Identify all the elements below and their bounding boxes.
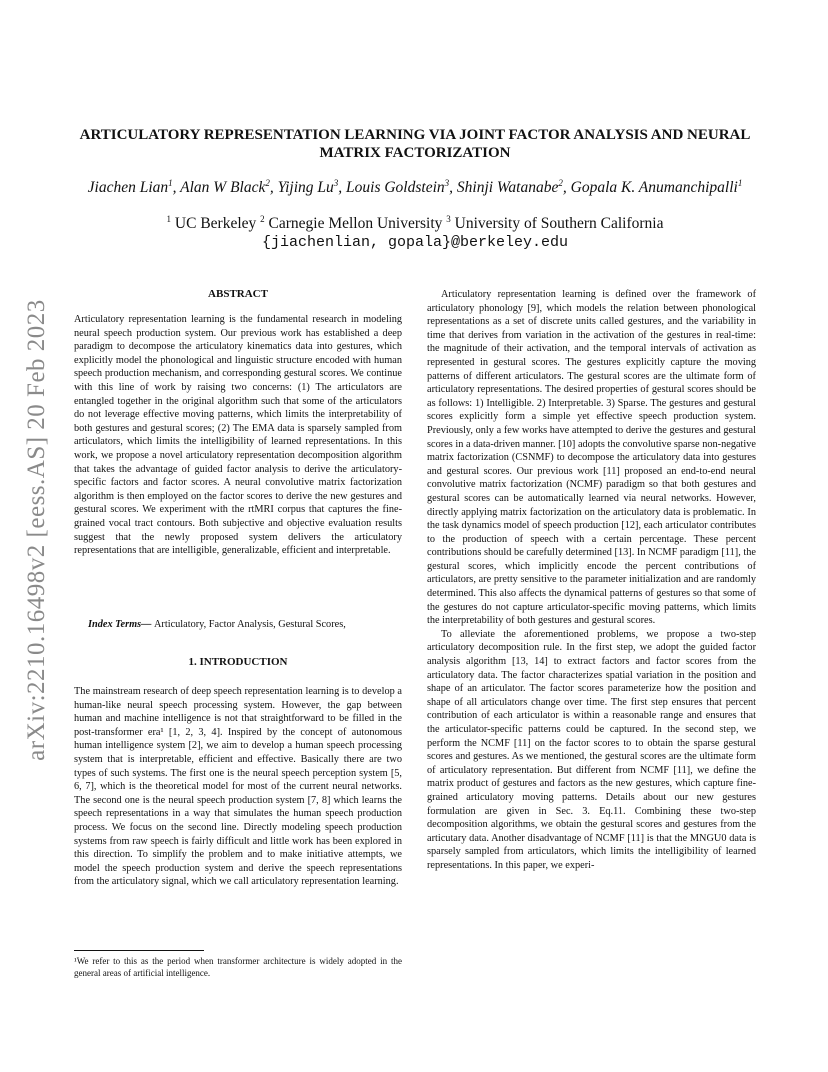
affiliation-name: University of Southern California <box>454 215 664 232</box>
affiliation-marker: 3 <box>444 177 450 188</box>
section-heading-introduction: 1. INTRODUCTION <box>188 656 288 668</box>
arxiv-identifier: arXiv:2210.16498v2 [eess.AS] 20 Feb 2023 <box>23 299 50 761</box>
abstract-text <box>74 313 402 558</box>
author-name: Gopala K. Anumanchipalli <box>570 179 738 196</box>
affiliation-name: Carnegie Mellon University <box>268 215 443 232</box>
affiliation-list <box>70 215 760 233</box>
index-terms-label: Index Terms— <box>88 619 152 630</box>
author-list: Jiachen Lian$^1$, Alan W Black$^2$, Yijing Lu$^3$, Louis Goldstein$^3$, Shinji Watanabe$^2$, Gopala K. Anumanchipalli$^1$ <box>87 177 743 196</box>
body-paragraph: Articulatory representation learning is defined over the framework of articulatory phonology [9], which models the relation between phonological representations as a set of discrete units called gestures, and the variability in time that derives from variation in the activation of the gestures in real-time: the magnitude of their activation, and the temporal intervals of activation as represented in gestural scores. The gestures explicitly capture the moving patterns of different articulators. The gestural scores are the ultimate form of articulatory representations. The desired properties of gestural scores should be as follows: 1) Intelligible. 2) Interpretable. 3) Sparse. The gestures and gestural scores explicitly form a simple yet effective speech production system. Previously, only a few works have attempted to derive the gestures and gestural scores in a data-driven manner. [10] adopts the convolutive sparse non-negative matrix factorization (CSNMF) to decompose the articulatory data into gestures and gestural scores. Our previous work [11] proposed an end-to-end neural convolutive matrix factorization (NCMF) paradigm so that both gestures and gestural scores can be automatically learned via neural networks. However, directly applying matrix factorization on the articulatory data is problematic. In the task dynamics model of speech production [12], each articulator contributes to the production of speech with a certain percentage. These percent contributions should be carefully determined [13]. In NCMF paradigm [11], the gestural scores, which implicitly encode the percent contributions of articulators, are pretty sensitive to the parameter initialization and are randomly determined. This also affects the dynamical patterns of gestures so that some of the gestures do not capture articulator-specific moving patterns, which limits the interpretability of both gestures and gestural scores. <box>427 289 756 627</box>
affiliation-marker: 3 <box>333 177 339 188</box>
affiliation-name: UC Berkeley <box>174 215 257 232</box>
footnote-divider <box>74 950 204 951</box>
index-terms-list: Articulatory, Factor Analysis, Gestural Scores, <box>154 619 346 630</box>
affiliation-marker: 1 <box>737 177 743 188</box>
author-name: Louis Goldstein <box>346 179 445 196</box>
contact-email: {jiachenlian, gopala}@berkeley.edu <box>261 234 569 251</box>
affiliation-number: 2 <box>260 213 265 224</box>
affiliation-marker: 2 <box>558 177 563 188</box>
affiliation-marker: 2 <box>265 177 270 188</box>
abstract-heading: ABSTRACT <box>208 288 268 300</box>
affiliation-number: 3 <box>446 213 451 224</box>
abstract-paragraph: Articulatory representation learning is the fundamental research in modeling neural speech production system. Our previous work has established a deep paradigm to decompose the articulatory kinematics data into gestures, which explicitly model the phonological and linguistic structure encoded with human speech production mechanism, and corresponding gestural scores. We continue with this line of work by raising two concerns: (1) The articulators are entangled together in the original algorithm such that some of the articulators do not leverage effective moving patterns, which limits the interpretability of both gestures and gestural scores; (2) The EMA data is sparsely sampled from articulators, which limits the intelligibility of learned representations. In this work, we propose a novel articulatory representation decomposition algorithm that takes the advantage of guided factor analysis to derive the articulatory-specific factors and factor scores. A neural convolutive matrix factorization algorithm is then employed on the factor scores to derive the new gestures and gestural scores. We experiment with the rtMRI corpus that captures the fine-grained vocal tract contours. Both subjective and objective evaluation results suggest that the newly proposed system delivers the articulatory representations that are intelligible, generalizable, efficient and interpretable. <box>74 314 402 557</box>
affiliation-number: 1 <box>166 213 172 224</box>
paper-title: ARTICULATORY REPRESENTATION LEARNING VIA JOINT FACTOR ANALYSIS AND NEURAL MATRIX FACTORIZATION <box>79 127 751 161</box>
author-name: Jiachen Lian <box>87 179 169 196</box>
body-paragraph: To alleviate the aforementioned problems, we propose a two-step articulatory decomposition rule. In the first step, we adopt the guided factor analysis algorithm [13, 14] to extract factors and factor scores from the articulatory data. The factor characterizes spatial variation in the position and shape of an articulator. The factor scores parameterize how the position and shape of all articulators change over time. The first step ensures that percent contribution of each articulator is within a reasonable range and ensures that the articulator-specific patterns could be captured. In the second step, we perform the NCMF [11] on the factor scores to to obtain the sparse gestural scores and gestures. As we mentioned, the gestural scores are the ultimate form of articulatory representation. But different from NCMF [11], we define the matrix product of gestures and factors as the new gestures, which capture fine-grained articulatory moving patterns. Details about our new gestures formulation are given in Sec. 3. Eq.11. Combining these two-step decomposition algorithms, we obtain the gestural scores and gestures from the articutary data. Another disadvantage of NCMF [11] is that the MNGU0 data is sparsely sampled from articulators, which limits the intelligibility of learned representations. In this paper, we experi- <box>427 628 756 871</box>
arxiv-sidebar-stamp <box>22 280 52 780</box>
author-name: Shinji Watanabe <box>456 179 559 196</box>
introduction-text <box>74 685 402 889</box>
affiliation-marker: 1 <box>168 177 173 188</box>
introduction-paragraph: The mainstream research of deep speech representation learning is to develop a human-like neural speech processing system. However, the gap between human and machine intelligence is not that straightforward to be filled in the post-transformer era¹ [1, 2, 3, 4]. Inspired by the concept of autonomous human intelligence system [2], we aim to develop a human speech processing system that is interpretable, efficient and effective. Basically there are two types of such systems. The first one is the neural speech perception system [5, 6, 7], which is the theoretical model for most of the current neural networks. The second one is the neural speech production system [7, 8] which learns the speech representations in a way that simulates the human speech production process. We focus on the second line. Directly modeling speech production systems from raw speech is fairly difficult and little work has been explored in this direction. To simplify the problem and to make initiative attempts, we model the speech production system and derive the speech representations from the articulatory signal, which we call articulatory representation learning. <box>74 686 402 888</box>
author-name: Alan W Black <box>180 179 266 196</box>
author-name: Yijing Lu <box>277 179 334 196</box>
footnote: ¹We refer to this as the period when transformer architecture is widely adopted in the general areas of artificial intelligence. <box>74 956 402 978</box>
right-column-text <box>427 288 756 873</box>
index-terms <box>74 618 402 632</box>
